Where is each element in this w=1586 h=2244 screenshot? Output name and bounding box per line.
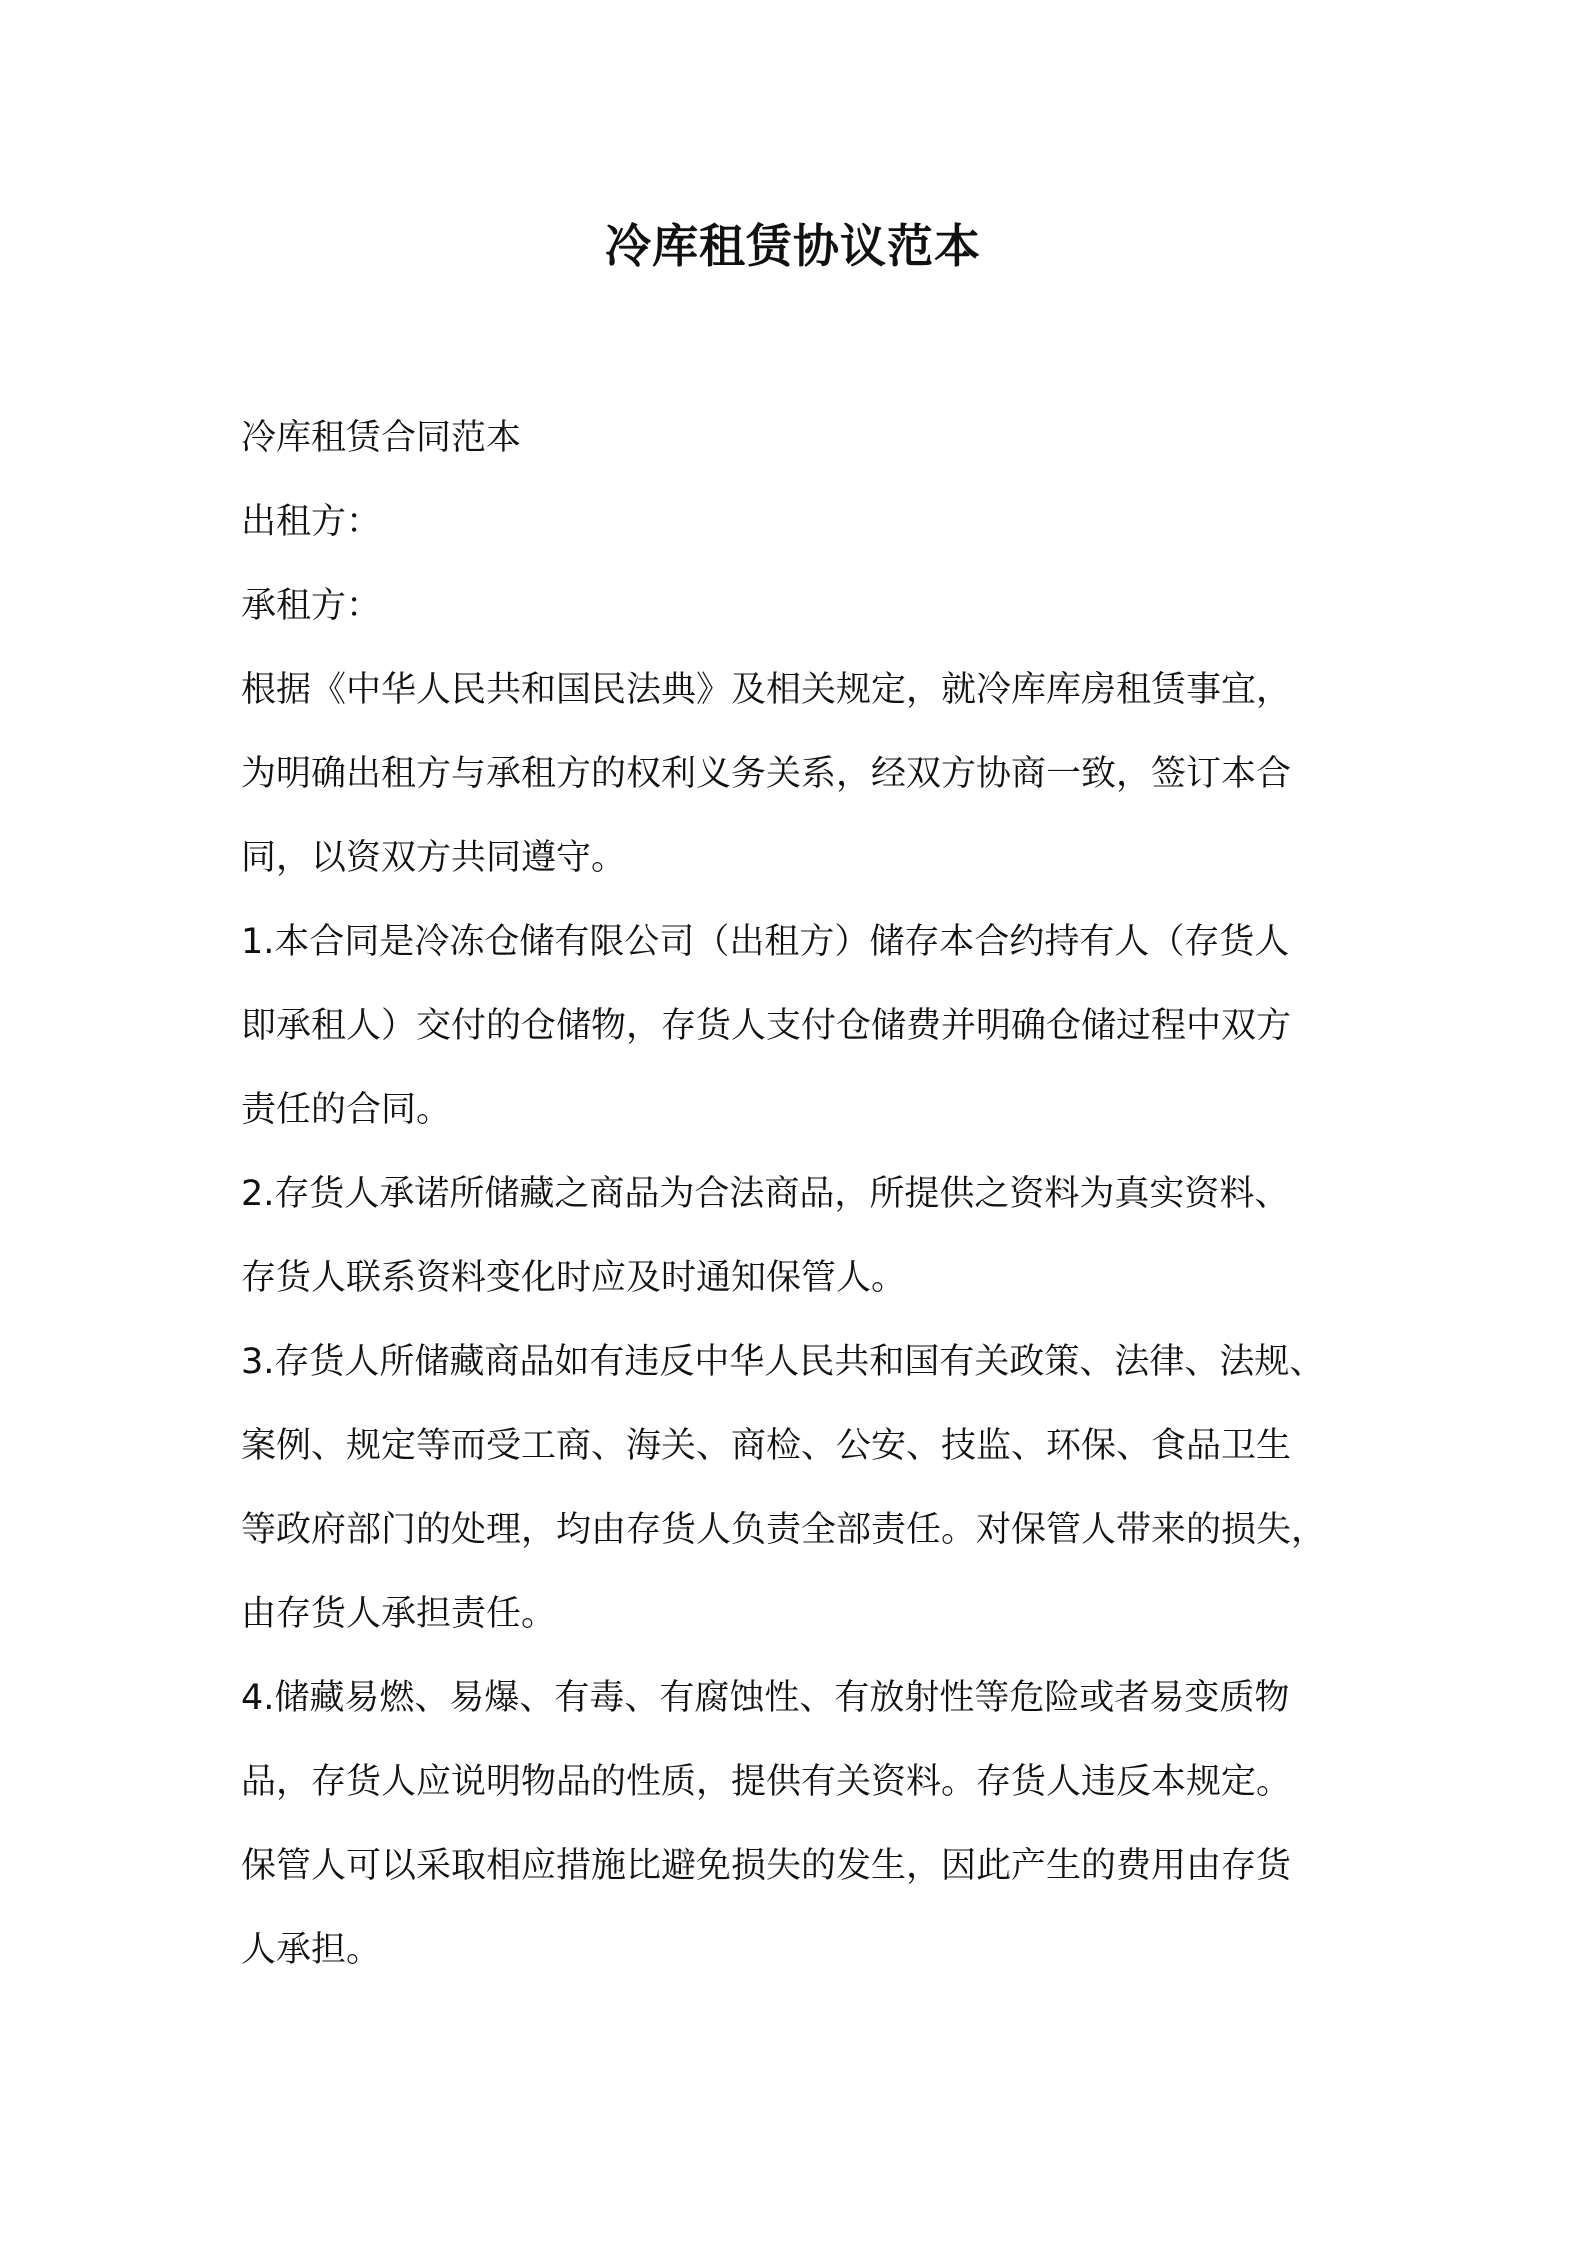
clause-line: 品，存货人应说明物品的性质，提供有关资料。存货人违反本规定。: [241, 1762, 1292, 1802]
clause-line: 存货人联系资料变化时应及时通知保管人。: [241, 1258, 907, 1298]
clause-line: 3.存货人所储藏商品如有违反中华人民共和国有关政策、法律、法规、: [241, 1342, 1325, 1382]
preamble-line: 同，以资双方共同遵守。: [241, 838, 627, 878]
clause-3: [241, 1320, 1356, 1656]
clause-line: 人承担。: [241, 1930, 382, 1970]
clause-line: 2.存货人承诺所储藏之商品为合法商品，所提供之资料为真实资料、: [241, 1174, 1290, 1214]
contract-subtitle: 冷库租赁合同范本: [241, 418, 522, 458]
lessor-label: 出租方：: [241, 502, 382, 542]
document-title: 冷库租赁协议范本: [605, 219, 981, 273]
clause-line: 保管人可以采取相应措施比避免损失的发生，因此产生的费用由存货: [241, 1846, 1292, 1886]
clause-4: [241, 1656, 1356, 1992]
preamble-line: 为明确出租方与承租方的权利义务关系，经双方协商一致，签订本合: [241, 754, 1292, 794]
clause-line: 1.本合同是冷冻仓储有限公司（出租方）储存本合约持有人（存货人: [241, 922, 1290, 962]
clause-line: 等政府部门的处理，均由存货人负责全部责任。对保管人带来的损失，: [241, 1510, 1327, 1550]
clause-line: 4.储藏易燃、易爆、有毒、有腐蚀性、有放射性等危险或者易变质物: [241, 1678, 1290, 1718]
clause-line: 即承租人）交付的仓储物，存货人支付仓储费并明确仓储过程中双方: [241, 1006, 1292, 1046]
clause-line: 案例、规定等而受工商、海关、商检、公安、技监、环保、食品卫生: [241, 1426, 1292, 1466]
preamble-paragraph: [241, 648, 1356, 900]
document-body: [241, 396, 1356, 1992]
clause-1: [241, 900, 1356, 1152]
preamble-line: 根据《中华人民共和国民法典》及相关规定，就冷库库房租赁事宜，: [241, 670, 1292, 710]
clause-2: [241, 1152, 1356, 1320]
lessee-label: 承租方：: [241, 586, 382, 626]
clause-line: 责任的合同。: [241, 1090, 452, 1130]
clause-line: 由存货人承担责任。: [241, 1594, 557, 1634]
